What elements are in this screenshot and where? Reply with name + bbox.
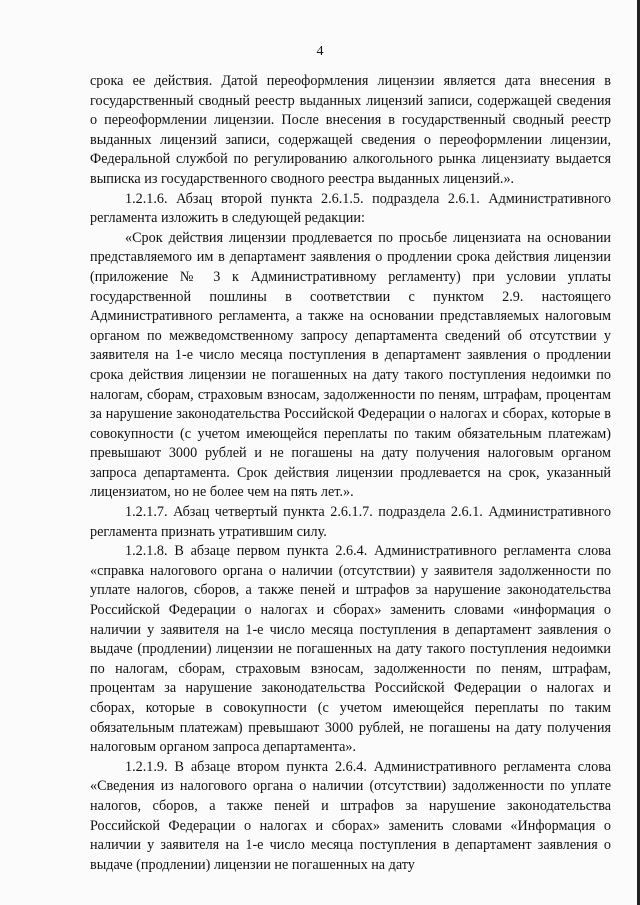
paragraph-1-2-1-6: 1.2.1.6. Абзац второй пункта 2.6.1.5. подраздела 2.6.1. Административного регламента изложить в следующей редакции: — [90, 190, 611, 227]
paragraph-1-2-1-8: 1.2.1.8. В абзаце первом пункта 2.6.4. Административного регламента слова «справка налогового органа о наличии (отсутствии) у заявителя задолженности по уплате налогов, сборов, а также пеней и штрафов за нарушение законодательства Российской Федерации о налогах и сборах» заменить словами «информация о наличии у заявителя на 1-е число месяца поступления в департамент заявления о выдаче (продлении) лицензии не погашенных на дату такого поступления недоимки по налогам, сборам, страховым взносам, задолженности по пеням, штрафам, процентам за нарушение законодательства Российской Федерации о налогах и сборах, которые в совокупности (с учетом имеющейся переплаты по таким обязательным платежам) превышают 3000 рублей, не погашены на дату получения налоговым органом запроса департамента». — [90, 543, 611, 756]
paragraph-1-2-1-9: 1.2.1.9. В абзаце втором пункта 2.6.4. Административного регламента слова «Сведения из налогового органа о наличии (отсутствии) задолженности по уплате налогов, сборов, а также пеней и штрафов за нарушение законодательства Российской Федерации о налогах и сборах» заменить словами «Информация о наличии у заявителя на 1-е число месяца поступления в департамент заявления о выдаче (продлении) лицензии не погашенных на дату — [90, 758, 611, 873]
page-number: 4 — [316, 44, 324, 59]
paragraph-1-2-1-7: 1.2.1.7. Абзац четвертый пункта 2.6.1.7. подраздела 2.6.1. Административного регламента признать утратившим силу. — [90, 504, 611, 540]
paragraph-quote-license-extension: «Срок действия лицензии продлевается по просьбе лицензиата на основании представляемого им в департамент заявления о продлении срока действия лицензии (приложение № 3 к Административному регламенту) при условии уплаты государственной пошлины в соответствии с пунктом 2.9. настоящего Административного регламента, а также на основании представляемых налоговым органом по межведомственному запросу департамента сведений об отсутствии у заявителя на 1-е число месяца поступления в департамент заявления о продлении срока действия лицензии не погашенных на дату такого поступления недоимки по налогам, сборам, страховым взносам, задолженности по пеням, штрафам, процентам за нарушение законодательства Российской Федерации о налогах и сборах, которые в совокупности (с учетом имеющейся переплаты по таким обязательным платежам) превышают 3000 рублей и не погашены на дату получения налоговым органом запроса департамента. Срок действия лицензии продлевается на срок, указанный лицензиатом, но не более чем на пять лет.». — [90, 229, 611, 501]
paragraph-1: срока ее действия. Датой переоформления лицензии является дата внесения в государственный сводный реестр выданных лицензий записи, содержащей сведения о переоформлении лицензии. После внесения в государственный сводный реестр выданных лицензий записи, содержащей сведения о переоформлении лицензии, Федеральной службой по регулированию алкогольного рынка лицензиату выдается выписка из государственного сводного реестра выданных лицензий.». — [90, 73, 611, 187]
document-body — [90, 72, 611, 875]
